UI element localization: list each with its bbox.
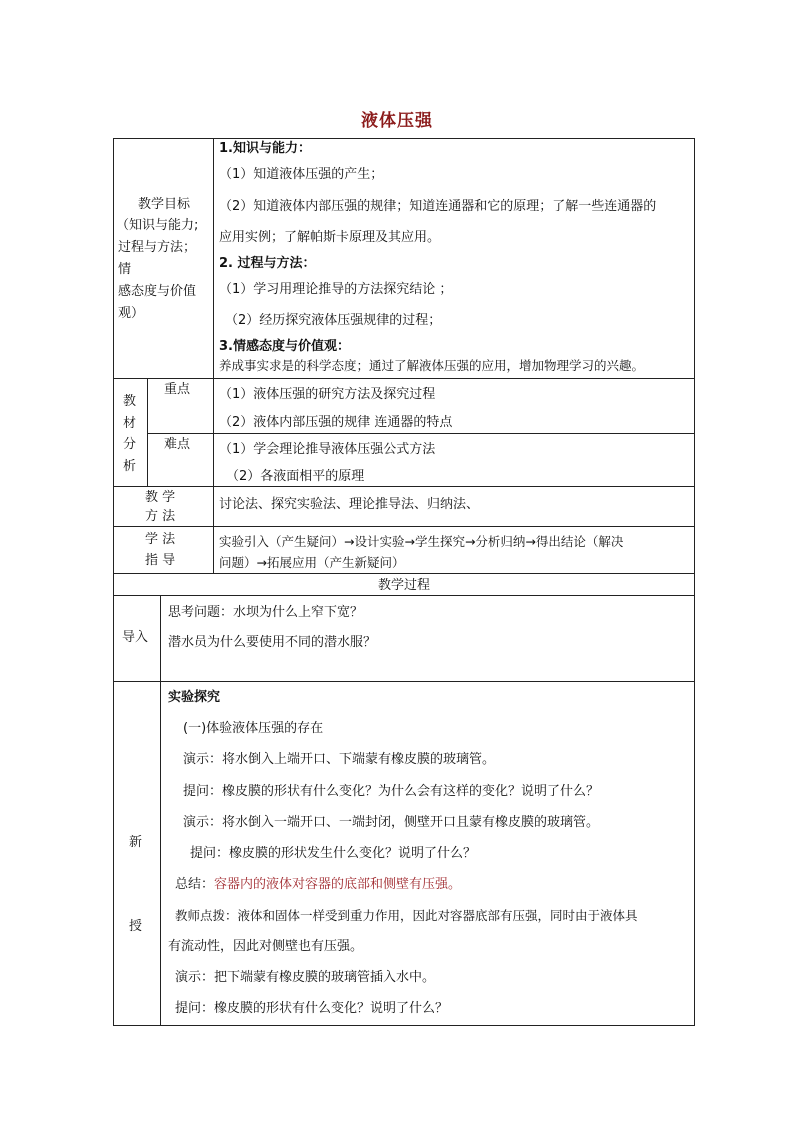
new-label-1: 新 bbox=[129, 835, 143, 850]
goals-heading-knowledge: 1.知识与能力： bbox=[219, 141, 311, 156]
difficult-points-label: 难点 bbox=[164, 437, 191, 452]
summary-highlight: 容器内的液体对容器的底部和侧壁有压强。 bbox=[214, 877, 462, 892]
new-label-2: 授 bbox=[129, 919, 143, 934]
summary-line: 总结：容器内的液体对容器的底部和侧壁有压强。 bbox=[175, 877, 462, 892]
experiment-heading: 实验探究 bbox=[168, 690, 221, 705]
page-title: 液体压强 bbox=[361, 111, 433, 131]
method-label-1: 教 学 bbox=[145, 490, 176, 505]
intro-label: 导入 bbox=[122, 630, 149, 645]
method-text: 讨论法、探究实验法、理论推导法、归纳法、 bbox=[219, 497, 480, 512]
guide-label-2: 指 导 bbox=[145, 553, 176, 568]
key-points-label: 重点 bbox=[164, 382, 191, 397]
process-header: 教学过程 bbox=[377, 578, 430, 593]
method-label-2: 方 法 bbox=[145, 509, 176, 524]
guide-label-1: 学 法 bbox=[145, 532, 176, 547]
goals-heading-emotion: 3.情感态度与价值观： bbox=[219, 339, 350, 354]
goals-heading-process: 2. 过程与方法： bbox=[219, 256, 316, 271]
